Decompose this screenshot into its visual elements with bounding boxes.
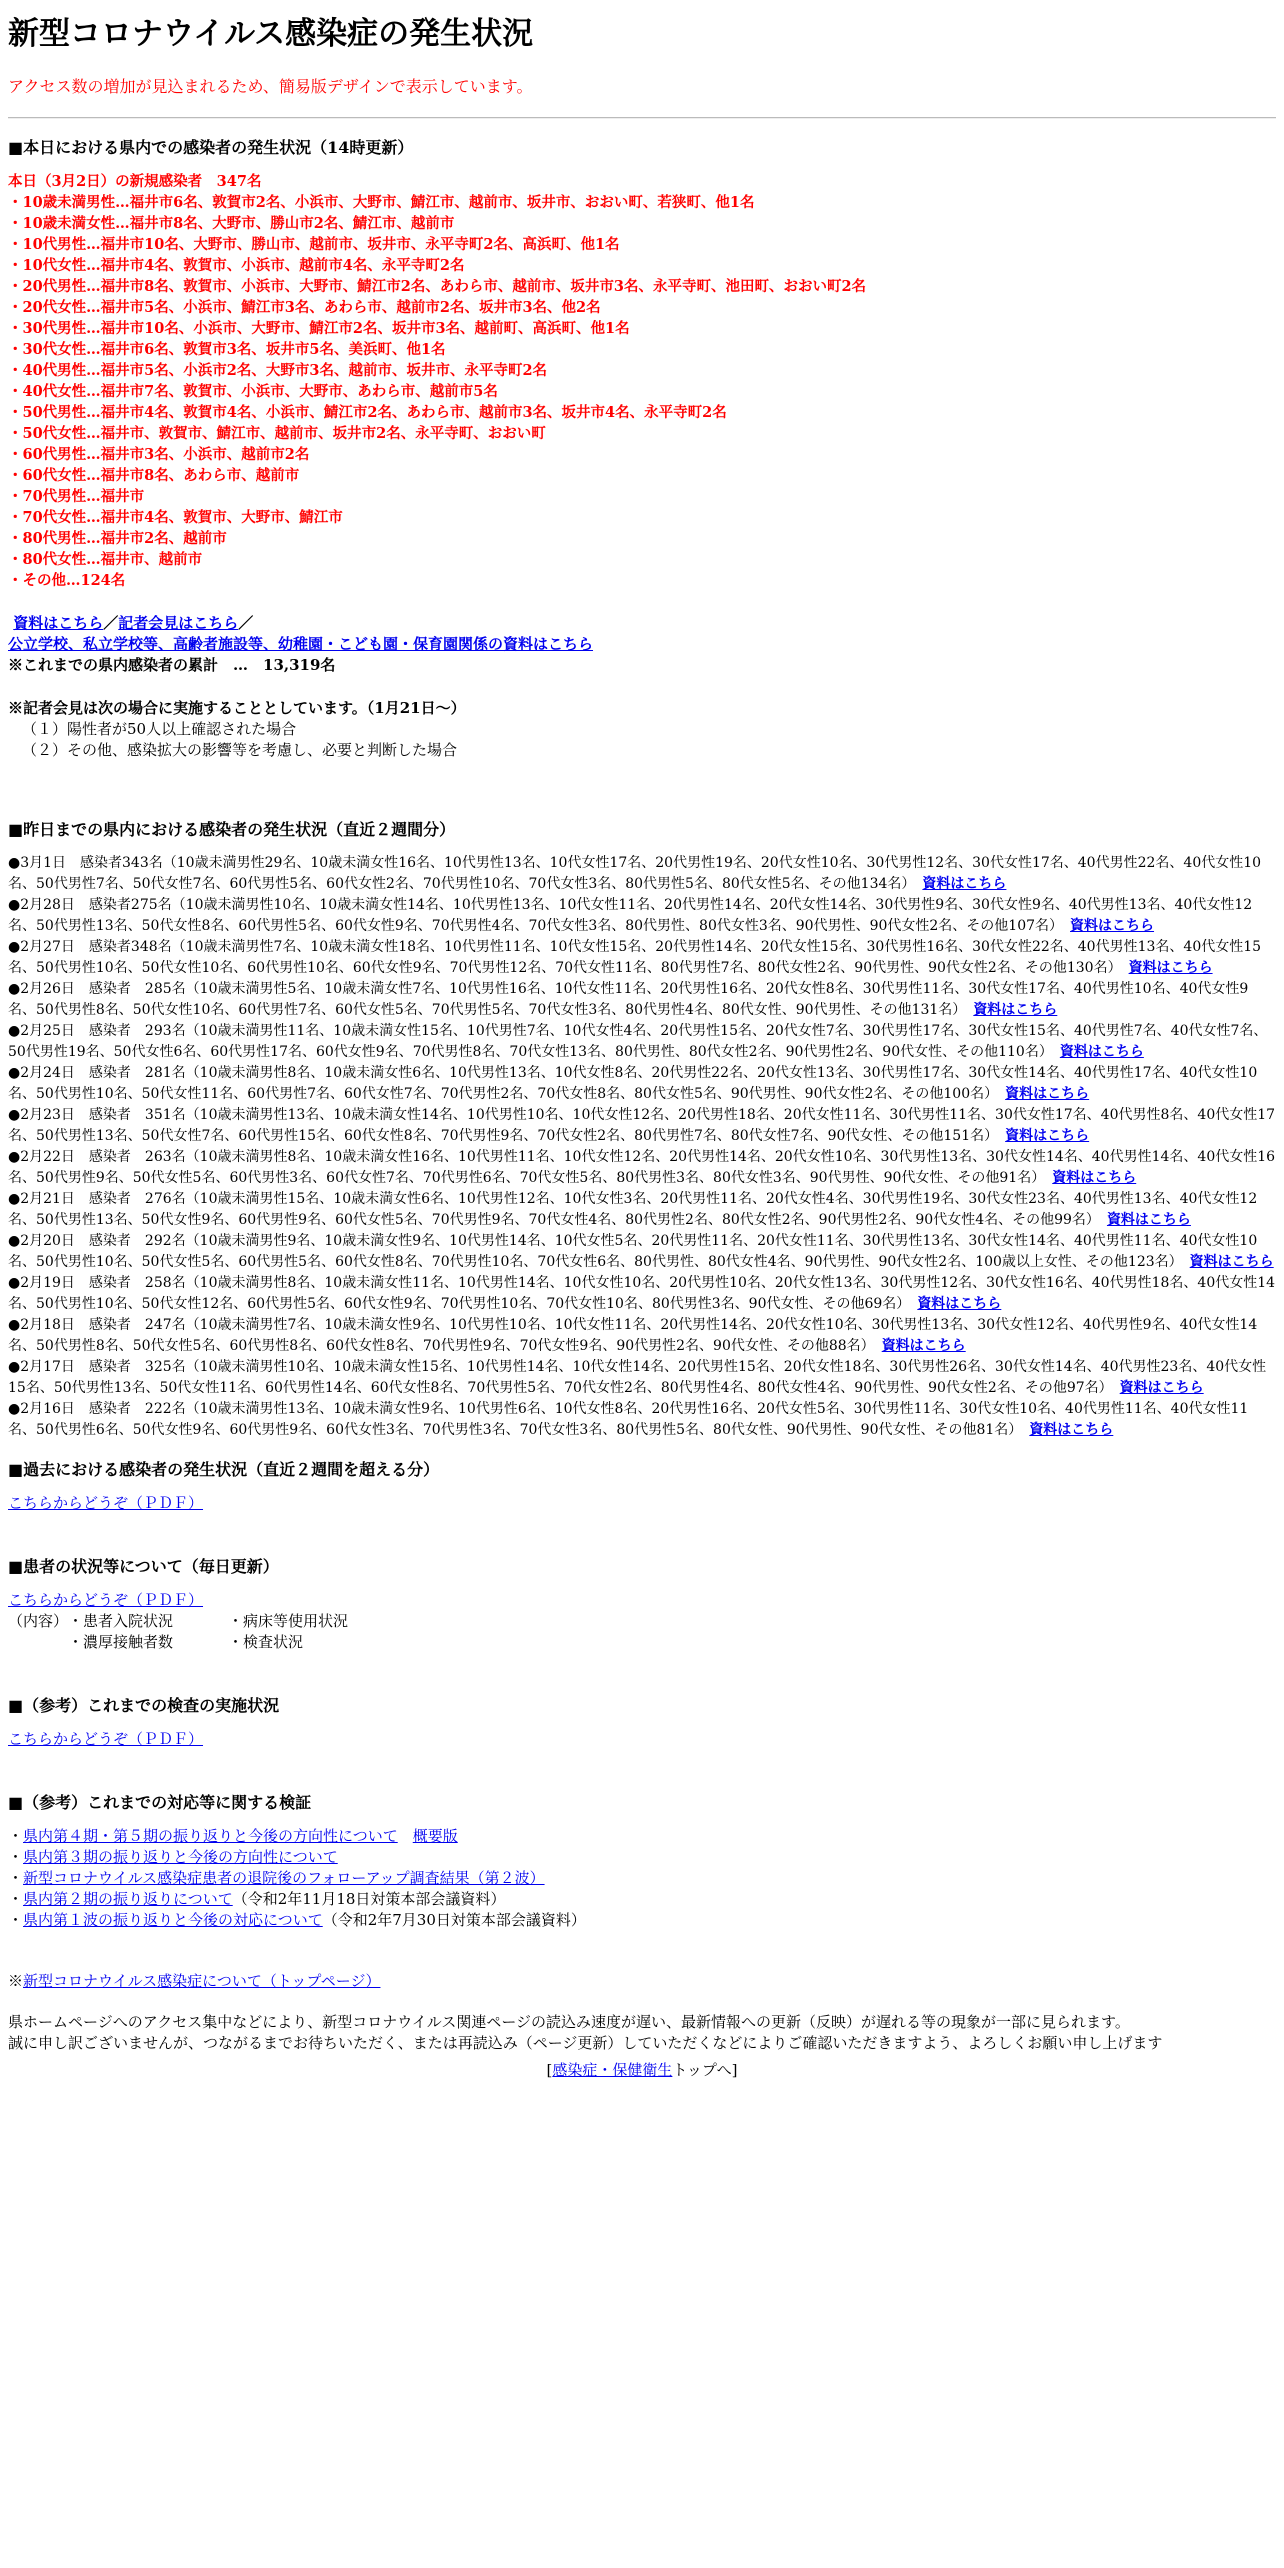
daily-entry-text: ●2月26日 感染者 285名（10歳未満男性5名、10歳未満女性7名、10代男性16名、10代女性11名、20代男性16名、20代女性8名、30代男性11名、30代女性17名、40代男性10名、40代女性9名、50代男性8名、50代女性10名、60代男性7名、60代女性5名、70代男性5名、70代女性3名、80代男性4名、80代女性、90代男性、その他131名） xyxy=(8,981,1249,1018)
daily-entry xyxy=(8,853,1276,895)
daily-entry xyxy=(8,1147,1276,1189)
simplified-design-notice: アクセス数の増加が見込まれるため、簡易版デザインで表示しています。 xyxy=(8,77,533,96)
content-label: （内容） xyxy=(8,1612,69,1630)
footer xyxy=(8,1971,1276,2081)
recent-heading: ■昨日までの県内における感染者の発生状況（直近２週間分） xyxy=(8,820,456,839)
review-summary-link[interactable]: 概要版 xyxy=(412,1827,458,1845)
daily-entry-text: ●2月21日 感染者 276名（10歳未満男性15名、10歳未満女性6名、10代男性12名、10代女性3名、20代男性11名、20代女性4名、30代男性19名、30代女性23名、40代男性13名、40代女性12名、50代男性13名、50代女性9名、60代男性9名、60代女性5名、70代男性9名、70代女性4名、80代男性2名、80代女性2名、90代男性2名、90代女性4名、その他99名） xyxy=(8,1191,1258,1228)
item-test-status: ・検査状況 xyxy=(228,1633,304,1651)
review-list xyxy=(8,1826,1276,1931)
today-breakdown-line: ・50代男性…福井市4名、敦賀市4名、小浜市、鯖江市2名、あわら市、越前市3名、坂井市4名、永平寺町2名 xyxy=(8,404,727,421)
today-breakdown-line: ・10歳未満男性…福井市6名、敦賀市2名、小浜市、大野市、鯖江市、越前市、坂井市、おおい町、若狭町、他1名 xyxy=(8,194,755,211)
patients-section xyxy=(8,1556,1276,1653)
today-breakdown-line: ・10歳未満女性…福井市8名、大野市、勝山市2名、鯖江市、越前市 xyxy=(8,215,455,232)
top-prefix: ※ xyxy=(8,1972,24,1990)
today-heading: ■本日における県内での感染者の発生状況（14時更新） xyxy=(8,138,414,157)
today-links xyxy=(8,613,1276,655)
past-section xyxy=(8,1459,1276,1514)
schools-facilities-link[interactable]: 公立学校、私立学校等、高齢者施設等、幼稚園・こども園・保育園関係の資料はこちら xyxy=(8,635,594,653)
review-note: （令和2年7月30日対策本部会議資料） xyxy=(322,1911,586,1929)
daily-entry-text: ●2月16日 感染者 222名（10歳未満男性13名、10歳未満女性9名、10代男性6名、10代女性8名、20代男性16名、20代女性5名、30代男性11名、30代女性10名、40代男性11名、40代女性11名、50代男性6名、50代女性9名、60代男性9名、60代女性3名、70代男性3名、70代女性3名、80代男性5名、80代女性、90代男性、90代女性、その他81名） xyxy=(8,1401,1249,1438)
today-breakdown-line: ・70代男性…福井市 xyxy=(8,488,145,505)
today-new-cases xyxy=(8,171,1276,591)
daily-entry xyxy=(8,1315,1276,1357)
covid-top-page-link[interactable]: 新型コロナウイルス感染症について（トップページ） xyxy=(23,1972,381,1990)
review-link[interactable]: 県内第１波の振り返りと今後の対応について xyxy=(23,1911,323,1929)
daily-entry-text: ●3月1日 感染者343名（10歳未満男性29名、10歳未満女性16名、10代男性13名、10代女性17名、20代男性19名、20代女性10名、30代男性12名、30代女性17名、40代男性22名、40代女性10名、50代男性7名、50代女性7名、60代男性5名、60代女性2名、70代男性10名、70代女性3名、80代男性5名、80代女性5名、その他134名） xyxy=(8,855,1262,892)
daily-materials-link[interactable]: 資料はこちら xyxy=(1059,1044,1144,1060)
daily-materials-link[interactable]: 資料はこちら xyxy=(1128,960,1213,976)
review-link[interactable]: 県内第４期・第５期の振り返りと今後の方向性について xyxy=(23,1827,398,1845)
back-to-top: [感染症・保健衛生トップへ] xyxy=(546,2061,738,2079)
today-breakdown-line: ・70代女性…福井市4名、敦賀市、大野市、鯖江市 xyxy=(8,509,343,526)
press-policy-heading: ※記者会見は次の場合に実施することとしています。（1月21日～） xyxy=(8,699,466,717)
today-section xyxy=(8,137,1276,761)
today-breakdown-line: ・60代男性…福井市3名、小浜市、越前市2名 xyxy=(8,446,310,463)
today-breakdown-line: ・80代女性…福井市、越前市 xyxy=(8,551,203,568)
patients-content-row-1 xyxy=(8,1611,1276,1632)
today-breakdown-line: ・10代女性…福井市4名、敦賀市、小浜市、越前市4名、永平寺町2名 xyxy=(8,257,465,274)
daily-materials-link[interactable]: 資料はこちら xyxy=(1005,1128,1090,1144)
tests-heading: ■（参考）これまでの検査の実施状況 xyxy=(8,1696,280,1715)
review-link[interactable]: 新型コロナウイルス感染症患者の退院後のフォローアップ調査結果（第２波） xyxy=(23,1869,545,1887)
daily-materials-link[interactable]: 資料はこちら xyxy=(1070,918,1155,934)
separator: ／ xyxy=(103,614,119,632)
access-note-1: 県ホームページへのアクセス集中などにより、新型コロナウイルス関連ページの読込み速度が遅い、最新情報への更新（反映）が遅れる等の現象が一部に見られます。 xyxy=(8,2013,1130,2031)
cumulative-total: ※これまでの県内感染者の累計 … 13,319名 xyxy=(8,656,336,674)
daily-entry xyxy=(8,1105,1276,1147)
review-heading: ■（参考）これまでの対応等に関する検証 xyxy=(8,1793,312,1812)
review-section xyxy=(8,1792,1276,1931)
patients-heading: ■患者の状況等について（毎日更新） xyxy=(8,1557,279,1576)
daily-materials-link[interactable]: 資料はこちら xyxy=(1119,1380,1204,1396)
review-item xyxy=(8,1847,1276,1868)
separator: ／ xyxy=(238,614,254,632)
daily-entry xyxy=(8,1273,1276,1315)
today-breakdown-line: ・20代女性…福井市5名、小浜市、鯖江市3名、あわら市、越前市2名、坂井市3名、他2名 xyxy=(8,299,601,316)
daily-materials-link[interactable]: 資料はこちら xyxy=(973,1002,1058,1018)
past-pdf-link[interactable]: こちらからどうぞ（ＰＤＦ） xyxy=(8,1494,204,1512)
daily-materials-link[interactable]: 資料はこちら xyxy=(1052,1170,1137,1186)
press-conference-link[interactable]: 記者会見はこちら xyxy=(118,614,239,632)
daily-entry-text: ●2月22日 感染者 263名（10歳未満男性8名、10歳未満女性16名、10代男性11名、10代女性12名、20代男性14名、20代女性10名、30代男性13名、30代女性14名、40代男性14名、40代女性16名、50代男性9名、50代女性5名、60代男性3名、60代女性7名、70代男性6名、70代女性5名、80代男性3名、80代女性3名、90代男性、90代女性、その他91名） xyxy=(8,1149,1276,1186)
daily-entry xyxy=(8,1399,1276,1441)
daily-entry xyxy=(8,1357,1276,1399)
review-bullet: ・ xyxy=(8,1869,24,1887)
daily-materials-link[interactable]: 資料はこちら xyxy=(922,876,1007,892)
item-hospitalization: ・患者入院状況 xyxy=(68,1612,174,1630)
daily-entry xyxy=(8,1021,1276,1063)
daily-entry-text: ●2月25日 感染者 293名（10歳未満男性11名、10歳未満女性15名、10代男性7名、10代女性4名、20代男性15名、20代女性7名、30代男性17名、30代女性15名、40代男性7名、40代女性7名、50代男性19名、50代女性6名、60代男性17名、60代女性9名、70代男性8名、70代女性13名、80代男性、80代女性2名、90代男性2名、90代女性、その他110名） xyxy=(8,1023,1268,1060)
daily-materials-link[interactable]: 資料はこちら xyxy=(1106,1212,1191,1228)
today-breakdown-line: ・40代女性…福井市7名、敦賀市、小浜市、大野市、あわら市、越前市5名 xyxy=(8,383,498,400)
daily-entry xyxy=(8,1189,1276,1231)
review-bullet: ・ xyxy=(8,1911,24,1929)
today-breakdown-list xyxy=(8,192,1276,591)
infection-health-link[interactable]: 感染症・保健衛生 xyxy=(552,2061,673,2079)
today-breakdown-line: ・30代女性…福井市6名、敦賀市3名、坂井市5名、美浜町、他1名 xyxy=(8,341,446,358)
daily-entry-text: ●2月27日 感染者348名（10歳未満男性7名、10歳未満女性18名、10代男性11名、10代女性15名、20代男性14名、20代女性15名、30代男性16名、30代女性22名、40代男性13名、40代女性15名、50代男性10名、50代女性10名、60代男性10名、60代女性9名、70代男性12名、70代女性11名、80代男性7名、80代女性2名、90代男性、90代女性2名、その他130名） xyxy=(8,939,1262,976)
daily-materials-link[interactable]: 資料はこちら xyxy=(1189,1254,1274,1270)
review-link[interactable]: 県内第２期の振り返りについて xyxy=(23,1890,233,1908)
daily-entry xyxy=(8,937,1276,979)
today-breakdown-line: ・60代女性…福井市8名、あわら市、越前市 xyxy=(8,467,300,484)
daily-entry-text: ●2月24日 感染者 281名（10歳未満男性8名、10歳未満女性6名、10代男性13名、10代女性8名、20代男性22名、20代女性13名、30代男性17名、30代女性14名、40代男性17名、40代女性10名、50代男性10名、50代女性11名、60代男性7名、60代女性7名、70代男性2名、70代女性8名、80代女性5名、90代男性、90代女性2名、その他100名） xyxy=(8,1065,1258,1102)
daily-entry xyxy=(8,979,1276,1021)
today-breakdown-line: ・80代男性…福井市2名、越前市 xyxy=(8,530,227,547)
divider xyxy=(8,117,1276,119)
item-close-contacts: ・濃厚接触者数 xyxy=(68,1633,174,1651)
daily-entry xyxy=(8,1063,1276,1105)
daily-materials-link[interactable]: 資料はこちら xyxy=(1029,1422,1114,1438)
review-link[interactable]: 県内第３期の振り返りと今後の方向性について xyxy=(23,1848,338,1866)
review-item xyxy=(8,1910,1276,1931)
daily-cases-list xyxy=(8,853,1276,1441)
review-item xyxy=(8,1868,1276,1889)
daily-materials-link[interactable]: 資料はこちら xyxy=(917,1296,1002,1312)
review-item xyxy=(8,1826,1276,1847)
tests-section xyxy=(8,1695,1276,1750)
daily-materials-link[interactable]: 資料はこちら xyxy=(881,1338,966,1354)
review-item xyxy=(8,1889,1276,1910)
recent-section xyxy=(8,819,1276,1441)
daily-entry-text: ●2月23日 感染者 351名（10歳未満男性13名、10歳未満女性14名、10代男性10名、10代女性12名、20代男性18名、20代女性11名、30代男性11名、30代女性17名、40代男性8名、40代女性17名、50代男性13名、50代女性7名、60代男性15名、60代女性8名、70代男性9名、70代女性2名、80代男性7名、80代女性7名、90代女性、その他151名） xyxy=(8,1107,1276,1144)
past-heading: ■過去における感染者の発生状況（直近２週間を超える分） xyxy=(8,1460,440,1479)
daily-entry-text: ●2月20日 感染者 292名（10歳未満男性9名、10歳未満女性9名、10代男性14名、10代女性5名、20代男性11名、20代女性11名、30代男性13名、30代女性14名、40代男性11名、40代女性10名、50代男性10名、50代女性5名、60代男性5名、60代女性8名、70代男性10名、70代女性6名、80代男性、80代女性4名、90代男性、90代女性2名、100歳以上女性、その他123名） xyxy=(8,1233,1258,1270)
today-breakdown-line: ・40代男性…福井市5名、小浜市2名、大野市3名、越前市、坂井市、永平寺町2名 xyxy=(8,362,548,379)
review-bullet: ・ xyxy=(8,1827,24,1845)
press-condition-1: （１）陽性者が50人以上確認された場合 xyxy=(22,720,297,738)
press-condition-2: （２）その他、感染拡大の影響等を考慮し、必要と判断した場合 xyxy=(22,741,458,759)
review-bullet: ・ xyxy=(8,1848,24,1866)
review-bullet: ・ xyxy=(8,1890,24,1908)
materials-link[interactable]: 資料はこちら xyxy=(13,614,104,632)
access-note-2: 誠に申し訳ございませんが、つながるまでお待ちいただく、または再読込み（ページ更新）していただくなどによりご確認いただきますよう、よろしくお願い申し上げます xyxy=(8,2034,1163,2052)
daily-entry xyxy=(8,1231,1276,1273)
today-breakdown-line: ・20代男性…福井市8名、敦賀市、小浜市、大野市、鯖江市2名、あわら市、越前市、坂井市3名、永平寺町、池田町、おおい町2名 xyxy=(8,278,867,295)
daily-entry-text: ●2月18日 感染者 247名（10歳未満男性7名、10歳未満女性9名、10代男性10名、10代女性11名、20代男性14名、20代女性10名、30代男性13名、30代女性12名、40代男性9名、40代女性14名、50代男性8名、50代女性5名、60代男性8名、60代女性8名、70代男性9名、70代女性9名、90代男性2名、90代女性、その他88名） xyxy=(8,1317,1258,1354)
patients-content-row-2 xyxy=(8,1632,1276,1653)
today-breakdown-line: ・10代男性…福井市10名、大野市、勝山市、越前市、坂井市、永平寺町2名、高浜町、他1名 xyxy=(8,236,620,253)
daily-materials-link[interactable]: 資料はこちら xyxy=(1005,1086,1090,1102)
tests-pdf-link[interactable]: こちらからどうぞ（ＰＤＦ） xyxy=(8,1730,204,1748)
today-breakdown-line: ・その他…124名 xyxy=(8,572,126,589)
patients-pdf-link[interactable]: こちらからどうぞ（ＰＤＦ） xyxy=(8,1591,204,1609)
today-breakdown-line: ・30代男性…福井市10名、小浜市、大野市、鯖江市2名、坂井市3名、越前町、高浜町、他1名 xyxy=(8,320,630,337)
today-headline: 本日（3月2日）の新規感染者 347名 xyxy=(8,173,262,190)
daily-entry-text: ●2月28日 感染者275名（10歳未満男性10名、10歳未満女性14名、10代男性13名、10代女性11名、20代男性14名、20代女性14名、30代男性9名、30代女性9名、40代男性13名、40代女性12名、50代男性13名、50代女性8名、60代男性5名、60代女性9名、70代男性4名、70代女性3名、80代男性、80代女性3名、90代男性、90代女性2名、その他107名） xyxy=(8,897,1253,934)
page-title: 新型コロナウイルス感染症の発生状況 xyxy=(8,16,534,52)
daily-entry xyxy=(8,895,1276,937)
review-note: （令和2年11月18日対策本部会議資料） xyxy=(232,1890,506,1908)
daily-entry-text: ●2月17日 感染者 325名（10歳未満男性10名、10歳未満女性15名、10代男性14名、10代女性14名、20代男性15名、20代女性18名、30代男性26名、30代女性14名、40代男性23名、40代女性15名、50代男性13名、50代女性11名、60代男性14名、60代女性8名、70代男性5名、70代女性2名、80代男性4名、80代女性4名、90代男性、90代女性2名、その他97名） xyxy=(8,1359,1267,1396)
daily-entry-text: ●2月19日 感染者 258名（10歳未満男性8名、10歳未満女性11名、10代男性14名、10代女性10名、20代男性10名、20代女性13名、30代男性12名、30代女性16名、40代男性18名、40代女性14名、50代男性10名、50代女性12名、60代男性5名、60代女性9名、70代男性10名、70代女性10名、80代男性3名、90代女性、その他69名） xyxy=(8,1275,1276,1312)
item-bed-usage: ・病床等使用状況 xyxy=(228,1612,349,1630)
today-breakdown-line: ・50代女性…福井市、敦賀市、鯖江市、越前市、坂井市2名、永平寺町、おおい町 xyxy=(8,425,546,442)
